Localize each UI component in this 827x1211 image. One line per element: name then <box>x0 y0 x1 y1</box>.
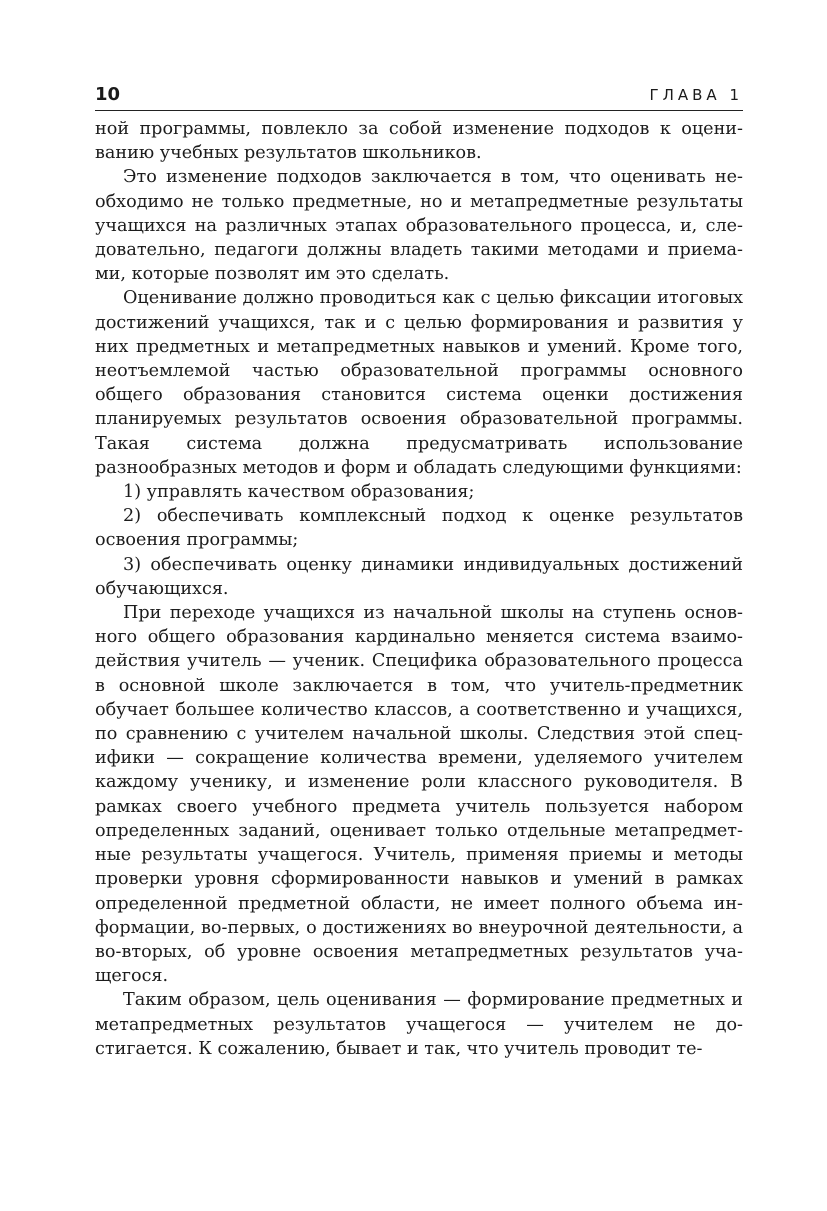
list-item: 3) обеспечивать оценку динамики индивидуальных достижений обучающихся. <box>95 554 743 599</box>
chapter-label: ГЛАВА 1 <box>649 86 743 104</box>
paragraph: Оценивание должно проводиться как с целью фиксации итоговых достижений учащихся, так и с целью формирования и развития у них предметных и метапредметных навыков и умений. Кроме того, неотъемлемой частью образовательной программы основного общего образования становится система оценки достижения планируемых результатов освоения образовательной программы. Такая система должна предусматривать использование разнообразных методов и форм и обладать следующими функциями: <box>95 288 743 478</box>
paragraph: При переходе учащихся из начальной школы на ступень основного общего образования кардинально меняется система взаимодействия учитель — ученик. Специфика образовательного процесса в основной школе заключается в том, что учитель-предметник обучает большее количество классов, а соответственно и учащихся, по сравнению с учителем начальной школы. Следствия этой специфики — сокращение количества времени, уделяемого учителем каждому ученику, и изменение роли классного руководителя. В рамках своего учебного предмета учитель пользуется набором определенных заданий, оценивает только отдельные метапредметные результаты учащегося. Учитель, применяя приемы и методы проверки уровня сформированности навыков и умений в рамках определенной предметной области, не имеет полного объема информации, во-первых, о достижениях во внеурочной деятельности, а во-вторых, об уровне освоения метапредметных результатов учащегося. <box>95 603 743 987</box>
list-item: 1) управлять качеством образования; <box>123 482 475 503</box>
paragraph: Таким образом, цель оценивания — формирование предметных и метапредметных результатов учащегося — учителем не достигается. К сожалению, бывает и так, что учитель проводит те- <box>95 990 743 1059</box>
body-text <box>95 117 743 1061</box>
running-header <box>95 84 743 111</box>
list-item: 2) обеспечивать комплексный подход к оценке результатов освоения программы; <box>95 506 743 551</box>
book-page <box>95 84 743 1061</box>
page-number: 10 <box>95 84 121 105</box>
paragraph: Это изменение подходов заключается в том, что оценивать необходимо не только предметные, но и метапредметные результаты учащихся на различных этапах образовательного процесса, и, следовательно, педагоги должны владеть такими методами и приемами, которые позволят им это сделать. <box>95 167 743 285</box>
paragraph-continuation: ной программы, повлекло за собой изменение подходов к оцениванию учебных результатов школьников. <box>95 119 743 164</box>
